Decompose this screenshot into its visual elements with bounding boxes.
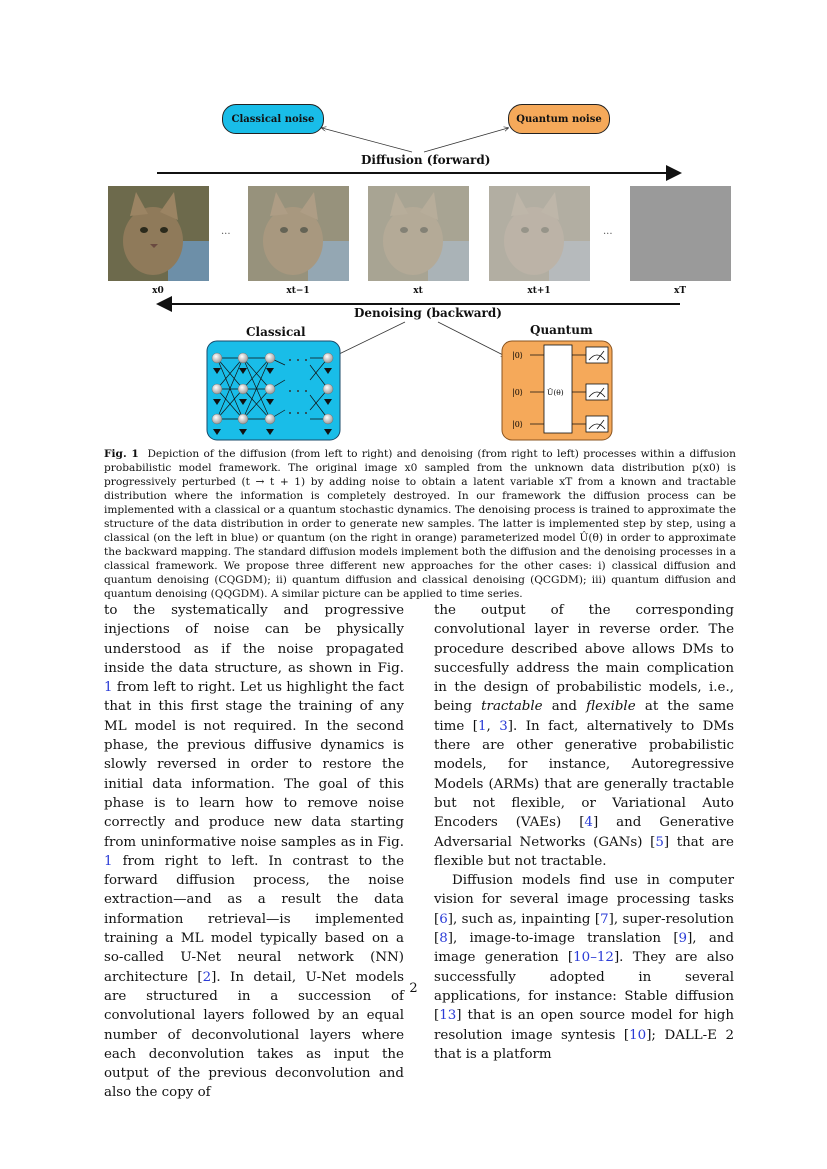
ref-8[interactable]: 8	[439, 931, 448, 947]
figure-1	[0, 0, 827, 450]
right-text-2g: ] that is an open source model for high resolution image syntesis [	[434, 1008, 734, 1043]
right-text-2c: ], super-resolution [	[434, 911, 734, 947]
and-word: and	[542, 699, 587, 715]
classical-noise-pill: Classical noise	[222, 104, 324, 134]
left-column	[104, 601, 404, 1103]
classical-title: Classical	[246, 325, 306, 339]
ref-10[interactable]: 10	[629, 1027, 647, 1043]
quantum-circuit-diagram	[502, 341, 612, 440]
ellipsis-right: ...	[603, 226, 613, 237]
ket-1: |0⟩	[512, 351, 523, 360]
label-x0: x0	[152, 286, 164, 296]
right-text-2b: ], such as, inpainting [	[447, 911, 601, 927]
ellipsis-left: ...	[221, 226, 231, 237]
ref-3[interactable]: 3	[499, 718, 508, 734]
page-number: 2	[409, 981, 418, 996]
cat-image-xt-1	[248, 186, 349, 281]
comma: ,	[486, 718, 500, 734]
ref-6[interactable]: 6	[439, 911, 448, 927]
ref-5[interactable]: 5	[655, 834, 664, 850]
flexible-word: flexible	[586, 699, 636, 715]
ket-2: |0⟩	[512, 388, 523, 397]
label-xt-1: xt−1	[286, 286, 310, 296]
ref-fig1-b[interactable]: 1	[104, 853, 113, 869]
unitary-label: Û(θ)	[547, 388, 564, 397]
ref-1[interactable]: 1	[478, 718, 487, 734]
right-text-1c: ]. In fact, alternatively to DMs there are other generative probabilistic models, for instance, Autoregressive Models (ARMs) that are generally tractable but not flexible, or Variational Auto Encoders (VAEs) [	[434, 718, 734, 831]
ref-4[interactable]: 4	[584, 815, 593, 831]
left-text-3: from right to left. In contrast to the forward diffusion process, the noise extraction—and as a result the data information retrieval—is implemented training a ML model typically based on a so-called U-Net neural network (NN) architecture [	[104, 853, 404, 985]
ref-13[interactable]: 13	[439, 1008, 457, 1024]
left-text-2: from left to right. Let us highlight the fact that in this first stage the training of any ML model is not required. In the second phase, the previous diffusive dynamics is slowly reversed in order to restore the initial data information. The goal of this phase is to learn how to remove noise correctly and produce new data starting from uninformative noise samples as in Fig.	[104, 680, 404, 850]
figure-caption	[104, 447, 736, 601]
label-xt: xt	[413, 286, 423, 296]
cat-image-xt	[368, 186, 469, 281]
right-text-2d: ], image-to-image translation [	[447, 931, 679, 947]
right-text-1b: at the same time [	[434, 699, 734, 734]
left-paragraph	[104, 601, 404, 1103]
tractable-word: tractable	[481, 699, 543, 715]
ref-9[interactable]: 9	[678, 931, 688, 947]
forward-label: Diffusion (forward)	[361, 153, 491, 167]
ref-7[interactable]: 7	[600, 911, 609, 927]
right-text-1d: ] and Generative Adversarial Networks (GANs) [	[434, 815, 734, 850]
right-text-2h: ]; DALL-E 2 that is a platform	[434, 1027, 734, 1062]
right-text-1e: ] that are flexible but not tractable.	[434, 834, 734, 869]
right-paragraph-1	[434, 601, 734, 871]
quantum-title: Quantum	[530, 323, 593, 337]
left-text-1: to the systematically and progressive injections of noise can be physically understood as if the noise propagated inside the data structure, as shown in Fig.	[104, 603, 404, 676]
label-xT: xT	[673, 286, 687, 296]
quantum-noise-pill: Quantum noise	[508, 104, 610, 134]
cat-image-xt+1	[489, 186, 590, 281]
ket-3: |0⟩	[512, 420, 523, 429]
right-text-2e: ], and image generation [	[434, 931, 734, 966]
right-text-2f: ]. They are also successfully adopted in several applications, for instance: Stable diffusion [	[434, 950, 734, 1024]
caption-label: Fig. 1	[104, 448, 139, 460]
right-text-2a: Diffusion models find use in computer vision for several image processing tasks [	[434, 873, 734, 927]
ref-2[interactable]: 2	[202, 969, 212, 985]
ref-10-12[interactable]: 10–12	[573, 950, 614, 966]
noise-image-xT	[630, 186, 731, 281]
caption-text: Depiction of the diffusion (from left to right) and denoising (from right to left) processes within a diffusion probabilistic model framework. The original image x0 sampled from the unknown data distribution p(x0) is progressively perturbed (t → t + 1) by adding noise to obtain a latent variable xT from a known and tractable distribution where the information is completely destroyed. In our framework the diffusion process can be implemented with a classical or a quantum stochastic dynamics. The denoising process is trained to approximate the structure of the data distribution in order to generate new samples. The latter is implemented step by step, using a classical (on the left in blue) or quantum (on the right in orange) parameterized model Û(θ) in order to approximate the backward mapping. The standard diffusion models implement both the diffusion and the denoising processes in a classical framework. We propose three different new approaches for the other cases: i) classical diffusion and quantum denoising (CQGDM); ii) quantum diffusion and classical denoising (QCGDM); iii) quantum diffusion and quantum denoising (QQGDM). A similar picture can be applied to time series.	[104, 448, 737, 600]
right-paragraph-2	[434, 871, 734, 1064]
label-xt+1: xt+1	[527, 286, 551, 296]
cat-image-x0	[108, 186, 209, 281]
classical-network-diagram	[207, 341, 340, 440]
ref-fig1-a[interactable]: 1	[104, 680, 113, 696]
left-text-4: ]. In detail, U-Net models are structured in a succession of convolutional layers followed by an equal number of deconvolutional layers where each deconvolution takes as input the output of the previous deconvolution and also the copy of	[104, 969, 404, 1101]
right-text-1a: the output of the corresponding convolutional layer in reverse order. The procedure described above allows DMs to succesfully address the main complication in the design of probabilistic models, i.e., being	[434, 603, 734, 715]
backward-label: Denoising (backward)	[354, 306, 502, 320]
